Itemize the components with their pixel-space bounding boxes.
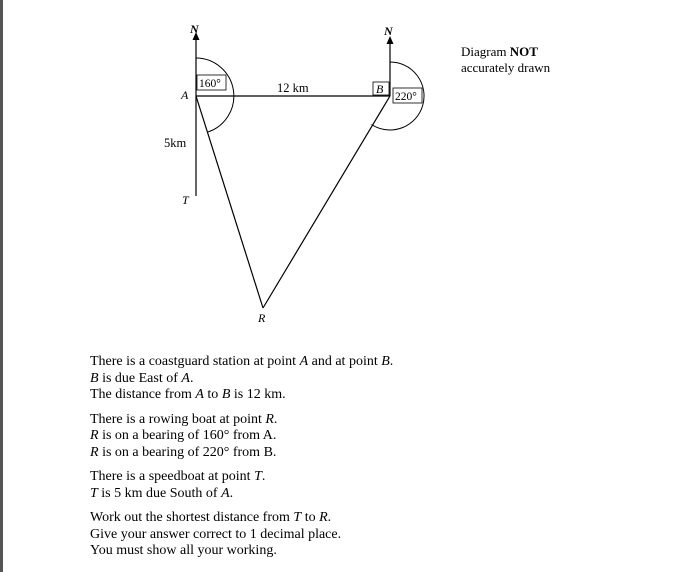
- note-not-emphasis: NOT: [509, 44, 538, 59]
- line-ar: [196, 96, 263, 308]
- q1-line-2: B is due East of A.: [90, 370, 194, 386]
- point-b-label: B: [376, 82, 384, 96]
- q4-line-2: Give your answer correct to 1 decimal place.: [90, 526, 342, 542]
- question-paragraph-3: [90, 469, 650, 502]
- distance-at-label: 5km: [164, 136, 187, 150]
- question-paragraph-4: [90, 510, 650, 560]
- q2-line-1: There is a rowing boat at point R.: [90, 411, 278, 427]
- question-paragraph-2: [90, 412, 650, 462]
- note-line-1: Diagram: [461, 44, 510, 59]
- distance-ab-label: 12 km: [277, 81, 309, 95]
- q1-line-3: The distance from A to B is 12 km.: [90, 387, 286, 402]
- bearing-arc-a: [196, 58, 234, 132]
- line-br: [263, 96, 390, 308]
- q1-line-1: There is a coastguard station at point A and at point B.: [90, 354, 394, 369]
- point-a-label: A: [181, 88, 189, 102]
- bearing-b-label: 220°: [395, 91, 417, 103]
- north-label-b: N: [384, 24, 393, 38]
- question-text: [90, 354, 650, 568]
- point-r-label: R: [258, 311, 266, 325]
- q2-line-2: R is on a bearing of 160° from A.: [90, 428, 277, 443]
- q3-line-1: There is a speedboat at point T.: [90, 469, 266, 484]
- q4-line-1: Work out the shortest distance from T to R.: [90, 510, 332, 525]
- q2-line-3: R is on a bearing of 220° from B.: [90, 444, 277, 460]
- point-t-label: T: [182, 193, 189, 207]
- north-label-a: N: [190, 22, 199, 36]
- note-line-2: accurately drawn: [461, 60, 551, 75]
- q3-line-2: T is 5 km due South of A.: [90, 485, 234, 501]
- diagram-note: [461, 44, 550, 76]
- q4-line-3: You must show all your working.: [90, 543, 277, 558]
- bearing-a-label: 160°: [199, 78, 221, 90]
- question-paragraph-1: [90, 354, 650, 404]
